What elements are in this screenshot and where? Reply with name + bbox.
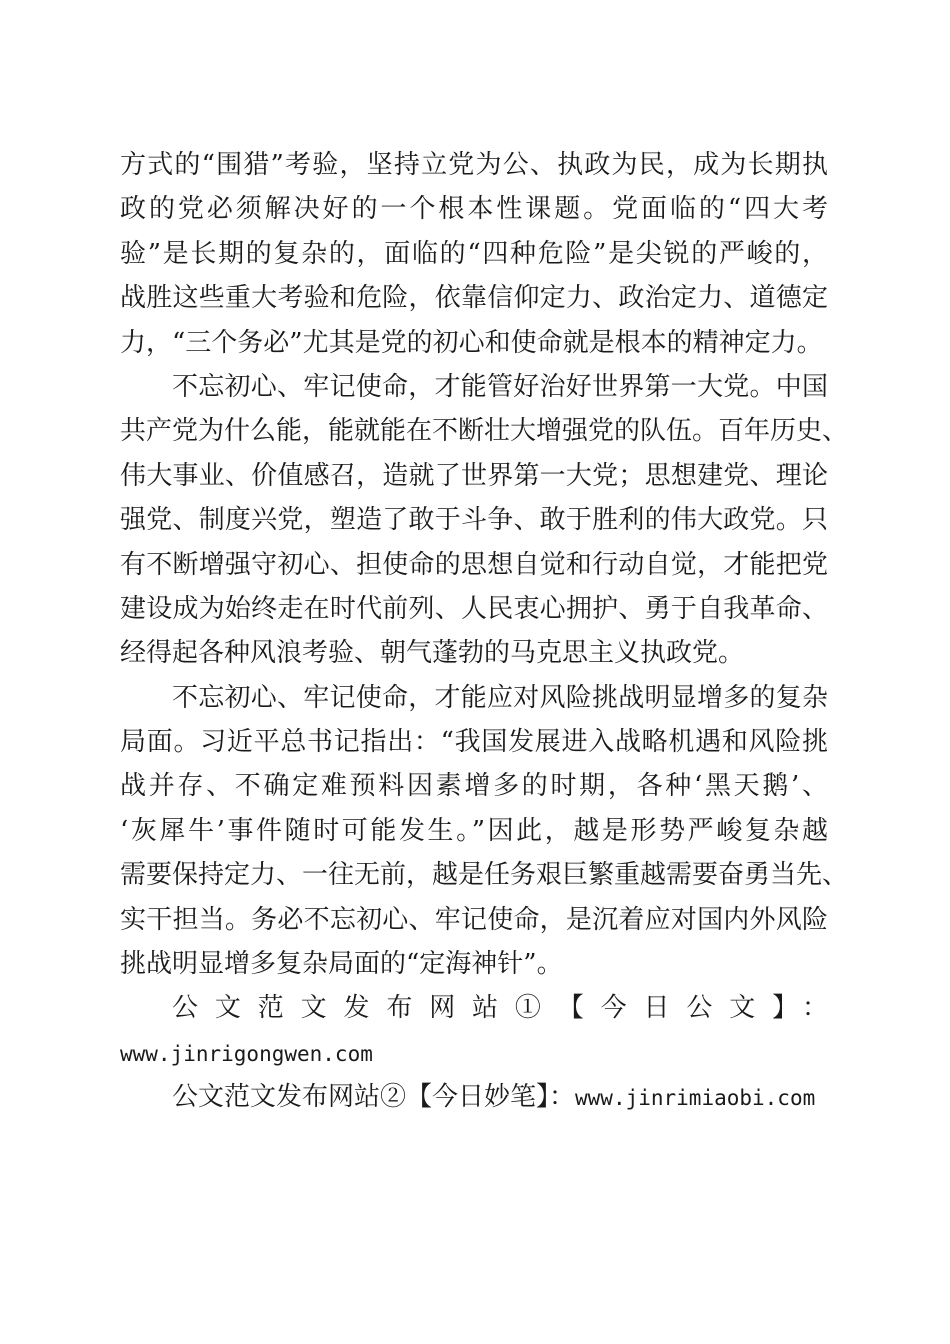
paragraph-line: 有不断增强守初心、担使命的思想自觉和行动自觉，才能把党 xyxy=(120,549,828,580)
paragraph-3 xyxy=(120,676,849,987)
paragraph-line: 力，“三个务必”尤其是党的初心和使命就是根本的精神定力。 xyxy=(120,327,823,358)
footer-links xyxy=(120,986,828,1119)
paragraph-line: 不忘初心、牢记使命，才能应对风险挑战明显增多的复杂 xyxy=(172,682,828,713)
paragraph-line: 战并存、不确定难预料因素增多的时期，各种‘黑天鹅’、 xyxy=(120,771,828,802)
paragraph-line: 局面。习近平总书记指出：“我国发展进入战略机遇和风险挑 xyxy=(120,727,828,758)
paragraph-2 xyxy=(120,365,849,676)
paragraph-line: 建设成为始终走在时代前列、人民衷心拥护、勇于自我革命、 xyxy=(120,593,828,624)
site2-line xyxy=(120,1075,828,1119)
document-page xyxy=(120,143,849,1120)
site1-label: 公文范文发布网站①【今日公文】： xyxy=(172,993,828,1024)
paragraph-line: 需要保持定力、一往无前，越是任务艰巨繁重越需要奋勇当先、 xyxy=(120,860,849,891)
site1-url-link[interactable]: www.jinrigongwen.com xyxy=(120,1041,373,1066)
paragraph-line: 实干担当。务必不忘初心、牢记使命，是沉着应对国内外风险 xyxy=(120,904,828,935)
paragraph-1 xyxy=(120,143,828,365)
paragraph-line: 强党、制度兴党，塑造了敢于斗争、敢于胜利的伟大政党。只 xyxy=(120,505,828,536)
paragraph-line: 伟大事业、价值感召，造就了世界第一大党；思想建党、理论 xyxy=(120,460,828,491)
paragraph-line: 经得起各种风浪考验、朝气蓬勃的马克思主义执政党。 xyxy=(120,638,745,669)
paragraph-line: ‘灰犀牛’事件随时可能发生。”因此，越是形势严峻复杂越 xyxy=(120,815,828,846)
site1-url-line xyxy=(120,1031,828,1075)
paragraph-line: 共产党为什么能，能就能在不断壮大增强党的队伍。百年历史、 xyxy=(120,416,849,447)
site2-url-link[interactable]: www.jinrimiaobi.com xyxy=(575,1086,816,1111)
paragraph-line: 验”是长期的复杂的，面临的“四种危险”是尖锐的严峻的， xyxy=(120,238,828,269)
paragraph-line: 方式的“围猎”考验，坚持立党为公、执政为民，成为长期执 xyxy=(120,150,828,180)
paragraph-line: 政的党必须解决好的一个根本性课题。党面临的“四大考 xyxy=(120,194,828,225)
paragraph-line: 不忘初心、牢记使命，才能管好治好世界第一大党。中国 xyxy=(172,371,828,402)
paragraph-line: 战胜这些重大考验和危险，依靠信仰定力、政治定力、道德定 xyxy=(120,283,828,314)
site2-label: 公文范文发布网站②【今日妙笔】： xyxy=(172,1082,576,1113)
paragraph-line: 挑战明显增多复杂局面的“定海神针”。 xyxy=(120,949,563,980)
